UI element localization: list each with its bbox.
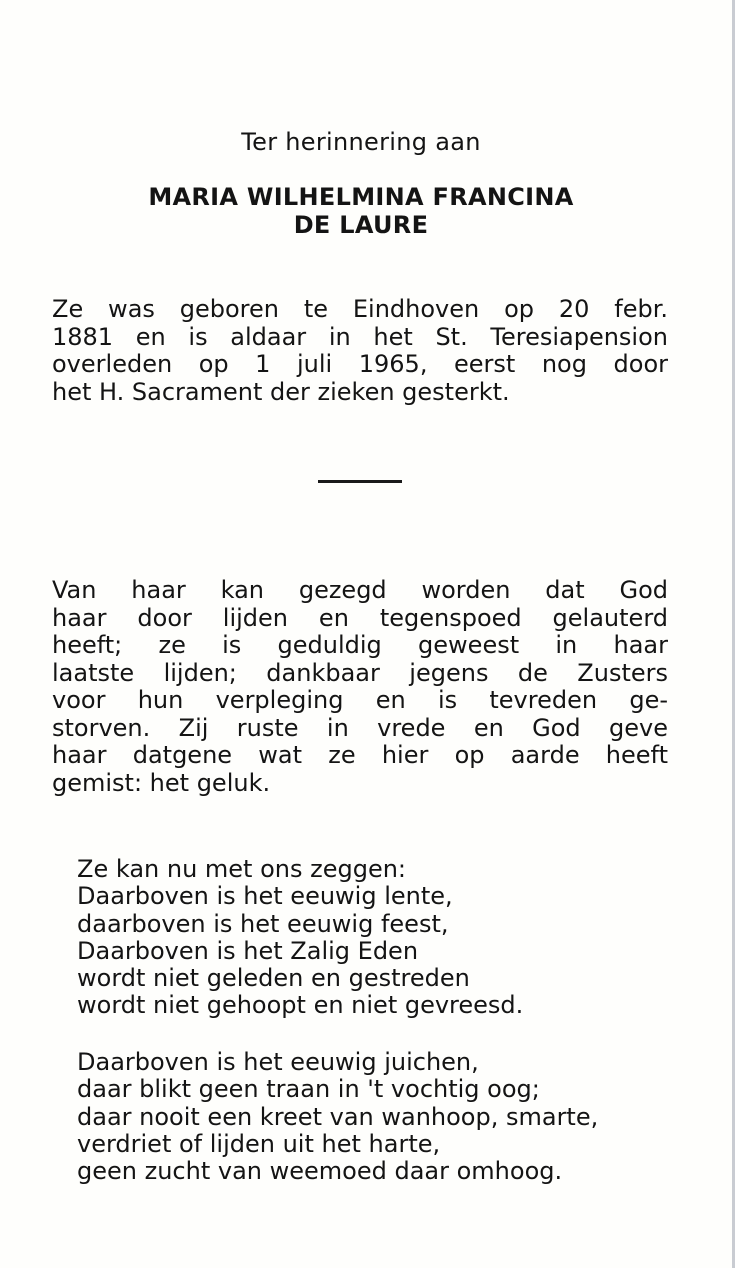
- name-line-2: DE LAURE: [293, 211, 429, 239]
- tribute-line: laatste lijden; dankbaar jegens de Zusters: [52, 658, 668, 687]
- bio-line: 1881 en is aldaar in het St. Teresiapension: [52, 322, 668, 351]
- poem-line: Daarboven is het eeuwig lente,: [77, 882, 453, 911]
- tribute-line: voor hun verpleging en is tevreden ge-: [52, 686, 668, 714]
- poem-line: daarboven is het eeuwig feest,: [77, 909, 449, 938]
- poem-line: verdriet of lijden uit het harte,: [77, 1129, 441, 1158]
- poem-line: wordt niet geleden en gestreden: [77, 964, 470, 993]
- poem-line: Daarboven is het Zalig Eden: [77, 936, 419, 965]
- bio-paragraph: [52, 296, 668, 406]
- name-line-1: MARIA WILHELMINA FRANCINA: [148, 183, 574, 211]
- poem-line: Ze kan nu met ons zeggen:: [77, 855, 407, 883]
- tribute-line: heeft; ze is geduldig geweest in haar: [52, 631, 668, 659]
- tribute-line: Van haar kan gezegd worden dat God: [52, 576, 668, 604]
- divider-rule: [318, 480, 402, 483]
- tribute-line: haar datgene wat ze hier op aarde heeft: [52, 741, 668, 769]
- intro-heading: Ter herinnering aan: [241, 128, 481, 156]
- tribute-line: storven. Zij ruste in vrede en God geve: [52, 713, 668, 742]
- tribute-paragraph: [52, 577, 668, 797]
- poem-line: daar blikt geen traan in 't vochtig oog;: [77, 1075, 540, 1104]
- poem-line: geen zucht van weemoed daar omhoog.: [77, 1157, 563, 1186]
- tribute-line: gemist: het geluk.: [52, 768, 271, 797]
- poem-stanza-1: [77, 856, 523, 1020]
- tribute-line: haar door lijden en tegenspoed gelauterd: [52, 603, 668, 632]
- poem-line: wordt niet gehoopt en niet gevreesd.: [77, 991, 524, 1020]
- bio-line: het H. Sacrament der zieken gesterkt.: [52, 377, 510, 406]
- bio-line: overleden op 1 juli 1965, eerst nog door: [52, 350, 668, 378]
- poem-line: Daarboven is het eeuwig juichen,: [77, 1048, 479, 1076]
- poem-line: daar nooit een kreet van wanhoop, smarte,: [77, 1102, 599, 1131]
- deceased-name: [0, 183, 722, 239]
- poem-stanza-2: [77, 1049, 598, 1185]
- bio-line: Ze was geboren te Eindhoven op 20 febr.: [52, 295, 668, 323]
